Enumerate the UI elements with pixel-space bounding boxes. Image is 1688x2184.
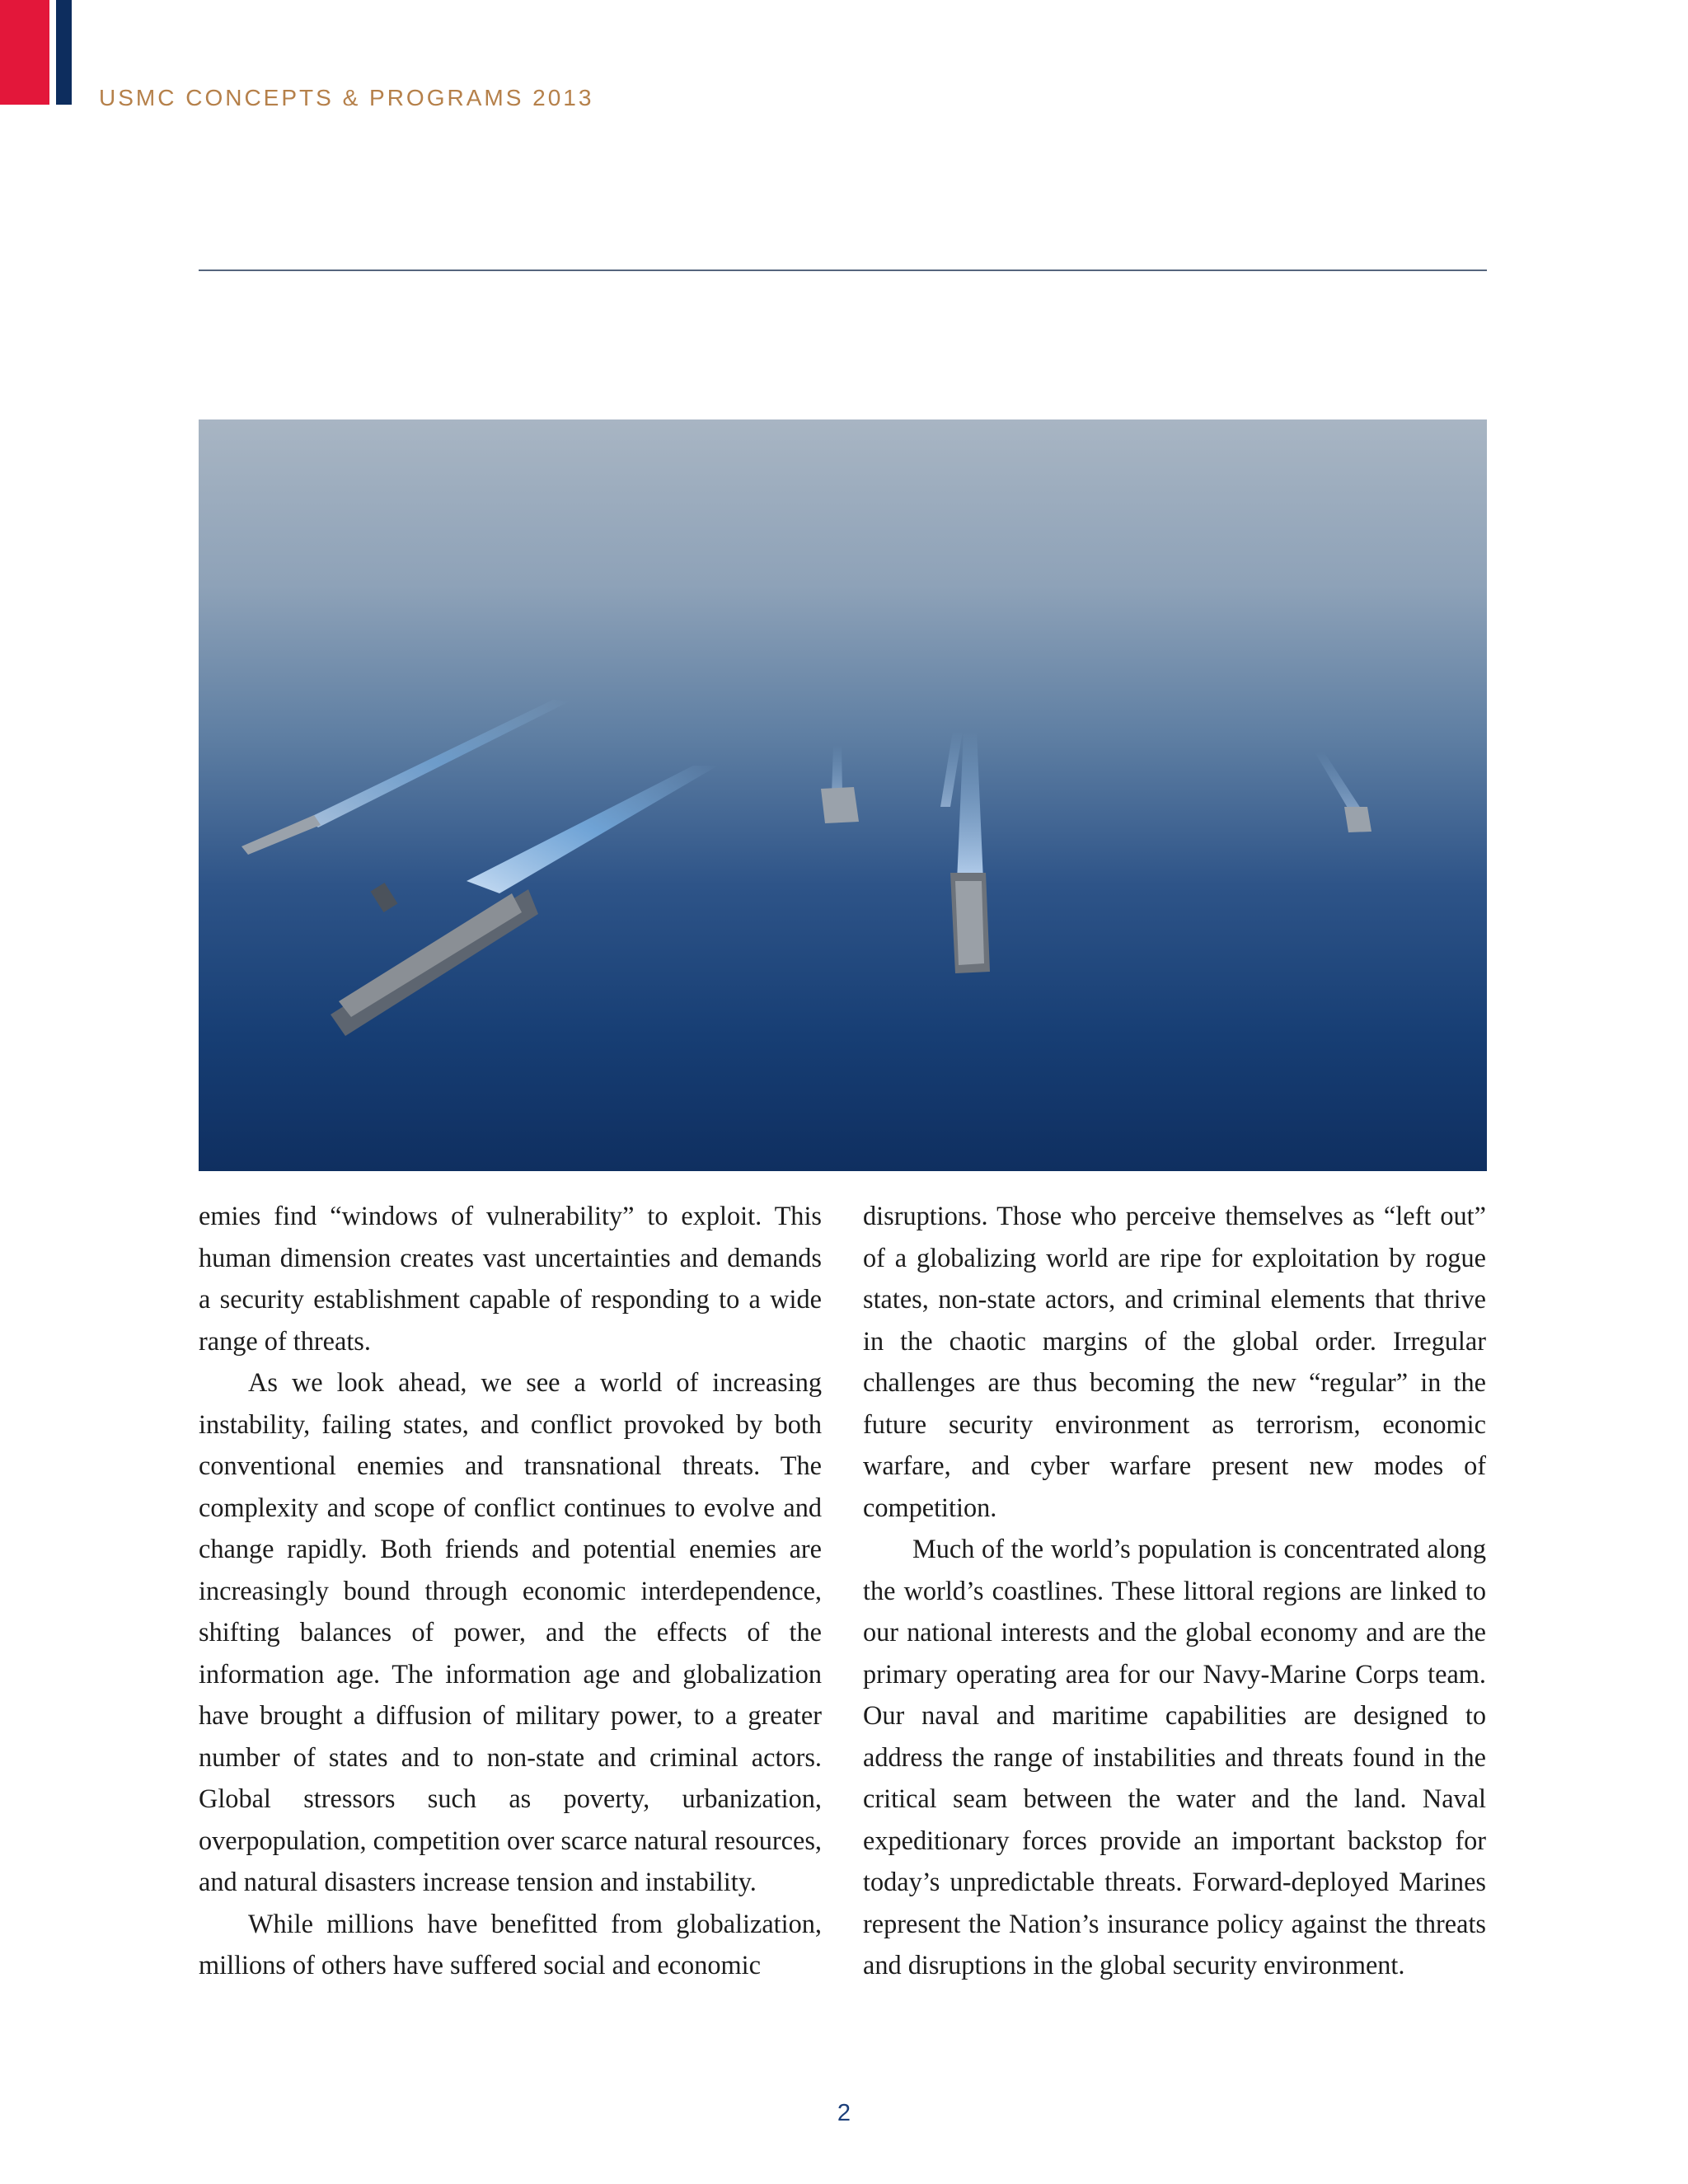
paragraph: As we look ahead, we see a world of increasing instability, failing states, and conflict provoked by both conventional enemies and transnational threats. The complexity and scope of conflict continues to evolve and change rapidly. Both friends and potential enemies are increasingly bound through economic interdependence, shifting balances of power, and the effects of the information age. The information age and globalization have brought a diffusion of military power, to a greater number of states and to non-state and criminal actors. Global stressors such as poverty, urbanization, overpopulation, competition over scarce natural resources, and natural disasters increase tension and instability. [199,1367,822,1896]
text-column-right [863,1195,1486,1986]
text-column-left [199,1195,822,1986]
running-head: USMC CONCEPTS & PROGRAMS 2013 [99,85,594,110]
header-rule [199,269,1487,271]
page-number: 2 [837,2100,851,2126]
paragraph: Much of the world’s population is concentrated along the world’s coastlines. These littoral regions are linked to our national interests and the global economy and are the primary operating area for our Navy-Marine Corps team. Our naval and maritime capabilities are designed to address the range of instabilities and threats found in the critical seam between the water and the land. Naval expeditionary forces provide an important backstop for today’s unpredictable threats. Forward-deployed Marines represent the Nation’s insurance policy against the threats and disruptions in the global security environment. [863,1534,1486,1980]
carrier-group-photo [199,419,1487,1171]
paragraph: emies find “windows of vulnerability” to exploit. This human dimension creates vast uncertainties and demands a security establishment capable of responding to a wide range of threats. [199,1201,822,1356]
paragraph: While millions have benefitted from globalization, millions of others have suffered social and economic [199,1908,822,1980]
navy-accent-bar [56,0,72,105]
red-accent-bar [0,0,49,105]
paragraph: disruptions. Those who perceive themselves as “left out” of a globalizing world are ripe for exploitation by rogue states, non-state actors, and criminal elements that thrive in the chaotic margins of the global order. Irregular challenges are thus becoming the new “regular” in the future security environment as terrorism, economic warfare, and cyber warfare present new modes of competition. [863,1201,1486,1522]
